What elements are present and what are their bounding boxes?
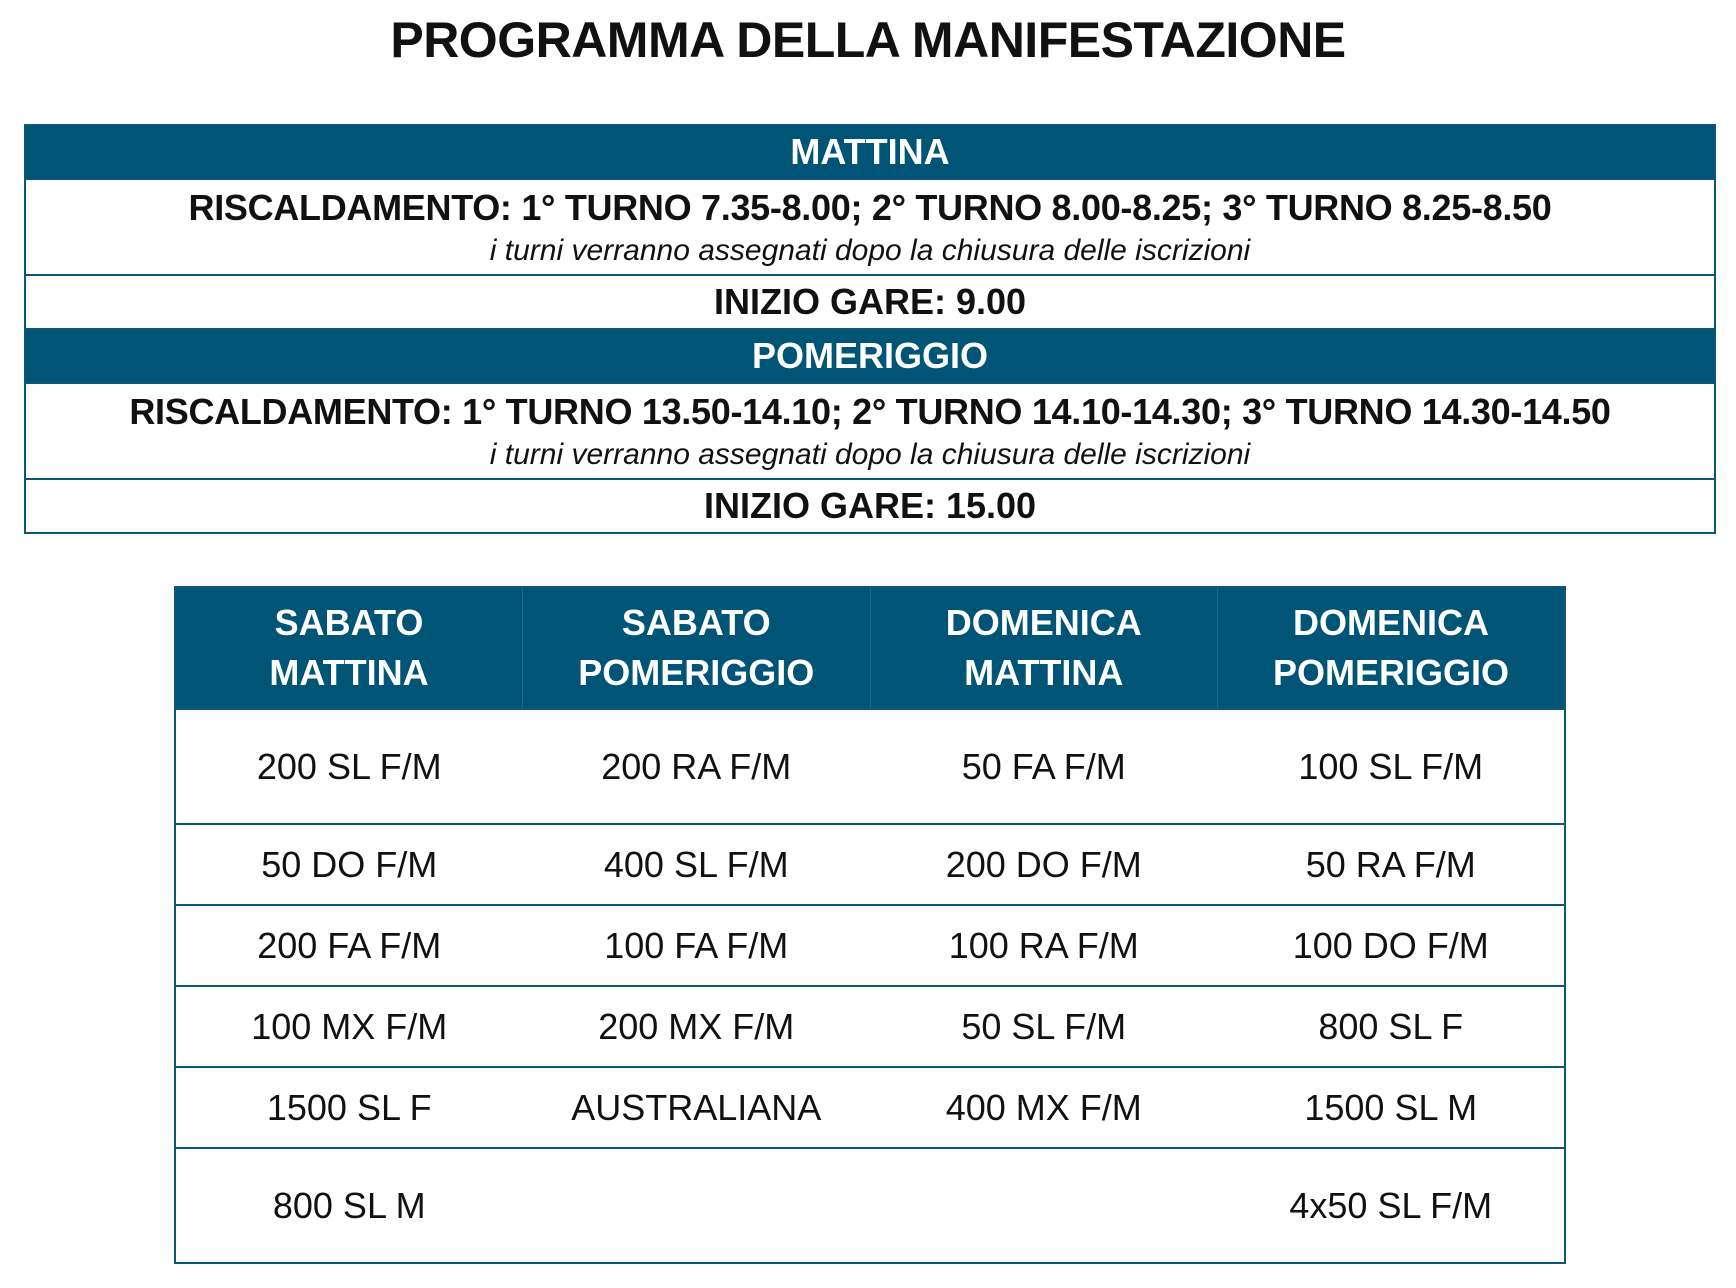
table-row [175,905,1565,986]
event-cell: 400 MX F/M [870,1067,1218,1148]
event-cell: 50 DO F/M [175,824,523,905]
morning-start-time: INIZIO GARE: 9.00 [26,276,1714,330]
afternoon-warmup-note: i turni verranno assegnati dopo la chiusura delle iscrizioni [489,438,1251,471]
events-table [174,586,1566,1264]
header-line: MATTINA [269,652,429,693]
event-cell: 1500 SL F [175,1067,523,1148]
event-cell: 4x50 SL F/M [1218,1148,1566,1263]
header-line: SABATO [274,602,424,643]
table-row [175,986,1565,1067]
afternoon-start-time: INIZIO GARE: 15.00 [703,485,1037,526]
events-header-row [175,587,1565,709]
header-line: POMERIGGIO [578,652,815,693]
event-cell: 200 SL F/M [175,709,523,824]
header-saturday-morning [175,587,523,709]
event-cell: AUSTRALIANA [523,1067,871,1148]
header-saturday-afternoon [523,587,871,709]
morning-warmup-note: i turni verranno assegnati dopo la chiusura delle iscrizioni [489,234,1251,267]
table-row [175,824,1565,905]
table-row [175,709,1565,824]
afternoon-header: POMERIGGIO [26,330,1714,384]
event-cell: 800 SL F [1218,986,1566,1067]
event-cell: 50 RA F/M [1218,824,1566,905]
event-cell: 50 FA F/M [870,709,1218,824]
morning-warmup-cell [26,180,1714,276]
header-sunday-afternoon [1218,587,1566,709]
event-cell: 100 SL F/M [1218,709,1566,824]
event-cell: 100 FA F/M [523,905,871,986]
header-line: MATTINA [964,652,1124,693]
header-line: POMERIGGIO [1272,652,1510,693]
event-cell [870,1148,1218,1263]
header-line: SABATO [621,602,771,643]
event-cell: 200 FA F/M [175,905,523,986]
morning-warmup-times: RISCALDAMENTO: 1° TURNO 7.35-8.00; 2° TURNO 8.00-8.25; 3° TURNO 8.25-8.50 [188,187,1552,228]
event-cell: 50 SL F/M [870,986,1218,1067]
header-line: DOMENICA [945,602,1142,643]
table-row [175,1067,1565,1148]
event-cell: 200 MX F/M [523,986,871,1067]
table-row [175,1148,1565,1263]
header-line: DOMENICA [1293,602,1489,643]
event-cell [523,1148,871,1263]
header-sunday-morning [870,587,1218,709]
event-cell: 1500 SL M [1218,1067,1566,1148]
event-cell: 100 RA F/M [870,905,1218,986]
event-cell: 200 DO F/M [870,824,1218,905]
afternoon-warmup-cell [26,384,1714,480]
event-cell: 100 MX F/M [175,986,523,1067]
morning-header: MATTINA [26,126,1714,180]
afternoon-warmup-times: RISCALDAMENTO: 1° TURNO 13.50-14.10; 2° TURNO 14.10-14.30; 3° TURNO 14.30-14.50 [129,391,1611,432]
event-cell: 400 SL F/M [523,824,871,905]
event-cell: 200 RA F/M [523,709,871,824]
page-title: PROGRAMMA DELLA MANIFESTAZIONE [390,12,1346,68]
event-cell: 800 SL M [175,1148,523,1263]
schedule-table [24,124,1716,534]
event-cell: 100 DO F/M [1218,905,1566,986]
